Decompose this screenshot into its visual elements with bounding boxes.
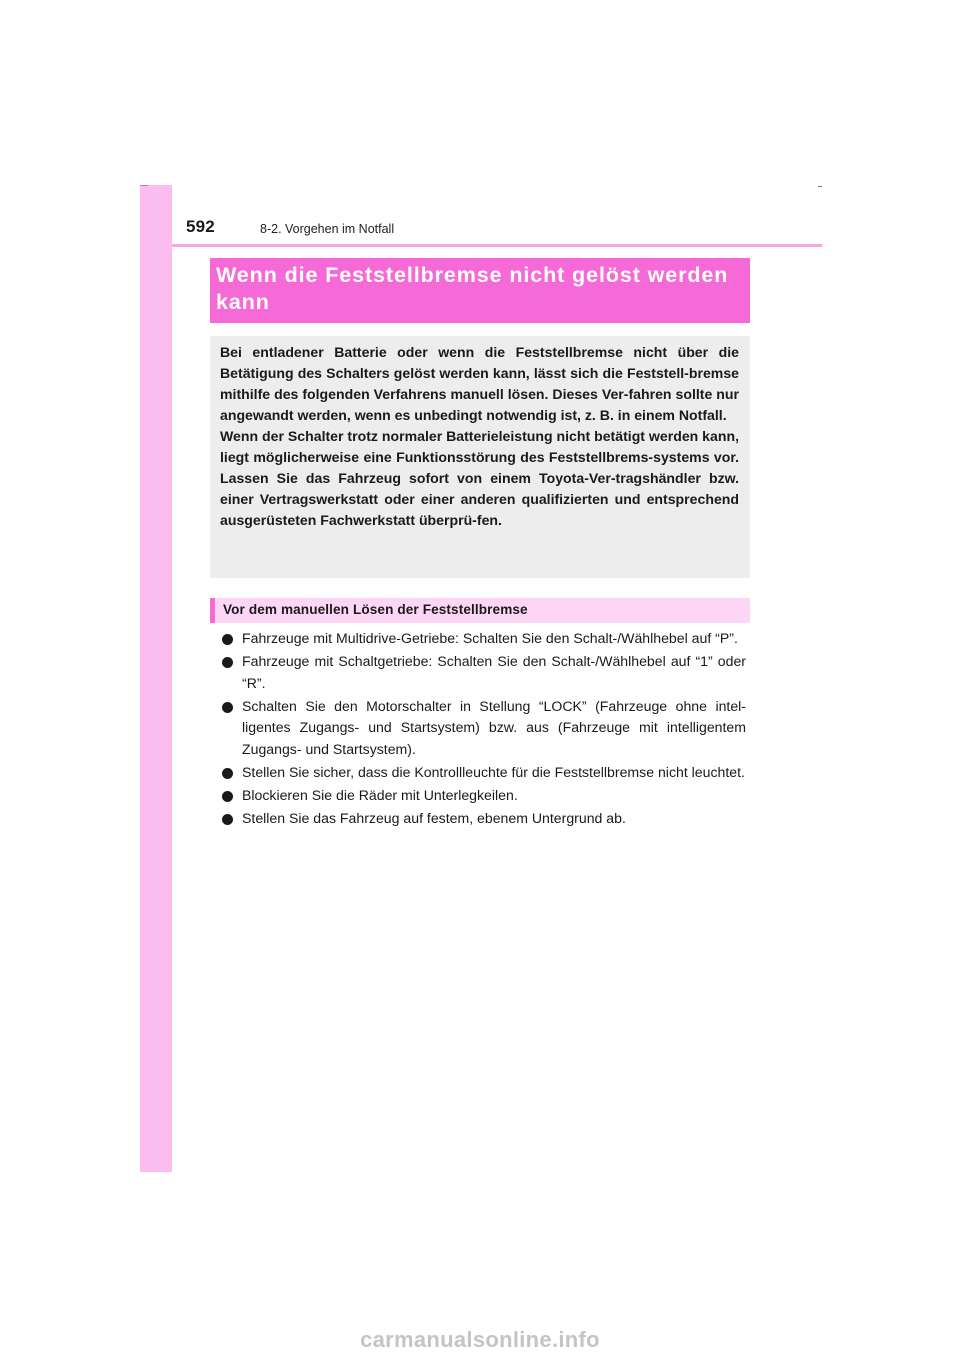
- bullet-icon: [222, 791, 233, 802]
- subsection-heading-bar: [210, 598, 215, 623]
- bullet-icon: [222, 657, 233, 668]
- list-item-text: Stellen Sie sicher, dass die Kontrollleuchte für die Feststellbremse nicht leuchtet.: [242, 763, 745, 780]
- list-item-text: Fahrzeuge mit Multidrive-Getriebe: Schalten Sie den Schalt-/Wählhebel auf “P”.: [242, 630, 738, 646]
- instruction-list: [222, 628, 746, 831]
- list-item: [222, 651, 746, 694]
- list-item: [222, 785, 746, 807]
- list-item-text: Schalten Sie den Motorschalter in Stellung “LOCK” (Fahrzeuge ohne intel-ligentes Zugangs- und Startsystem) bzw. aus (Fahrzeuge mit intelligentem Zugangs- und Startsystem).: [242, 697, 746, 757]
- watermark: carmanualsonline.info: [360, 1327, 600, 1352]
- side-tab-strip: [140, 185, 172, 1172]
- bullet-icon: [222, 768, 233, 779]
- subsection-title: Vor dem manuellen Lösen der Feststellbremse: [223, 602, 528, 617]
- page-title: Wenn die Feststellbremse nicht gelöst werden kann: [216, 263, 729, 314]
- bullet-icon: [222, 702, 233, 713]
- list-item-text: Fahrzeuge mit Schaltgetriebe: Schalten Sie den Schalt-/Wählhebel auf “1” oder “R”.: [242, 652, 746, 691]
- list-item-text: Stellen Sie das Fahrzeug auf festem, ebenem Untergrund ab.: [242, 809, 626, 826]
- section-reference: 8-2. Vorgehen im Notfall: [260, 222, 395, 236]
- bullet-icon: [222, 634, 233, 645]
- list-item: [222, 696, 746, 761]
- title-banner: [210, 258, 750, 323]
- subsection-heading: [210, 598, 750, 623]
- intro-text: [220, 342, 739, 531]
- intro-paragraph-1: Bei entladener Batterie oder wenn die Feststellbremse nicht über die Betätigung des Schalters gelöst werden kann, lässt sich die Feststell-bremse mithilfe des folgenden Verfahrens manuell lösen. Dieses Ver-fahren sollte nur angewandt werden, wenn es unbedingt notwendig ist, z. B. in einem Notfall.: [220, 344, 739, 423]
- bullet-icon: [222, 814, 233, 825]
- page-number: 592: [186, 217, 215, 236]
- list-item: [222, 808, 746, 830]
- crop-mark-right: [818, 186, 822, 187]
- crop-mark: [140, 185, 148, 186]
- intro-paragraph-2: Wenn der Schalter trotz normaler Batterieleistung nicht betätigt werden kann, liegt möglicherweise eine Funktionsstörung des Feststellbrems-systems vor. Lassen Sie das Fahrzeug sofort von einem Toyota-Ver-tragshändler bzw. einer Vertragswerkstatt oder einer anderen qualifizierten und entsprechend ausgerüsteten Fachwerkstatt überprü-fen.: [220, 428, 739, 528]
- list-item: [222, 762, 746, 784]
- intro-box: [210, 336, 750, 578]
- header-rule: [172, 244, 822, 247]
- list-item: [222, 628, 746, 650]
- list-item-text: Blockieren Sie die Räder mit Unterlegkeilen.: [242, 786, 518, 803]
